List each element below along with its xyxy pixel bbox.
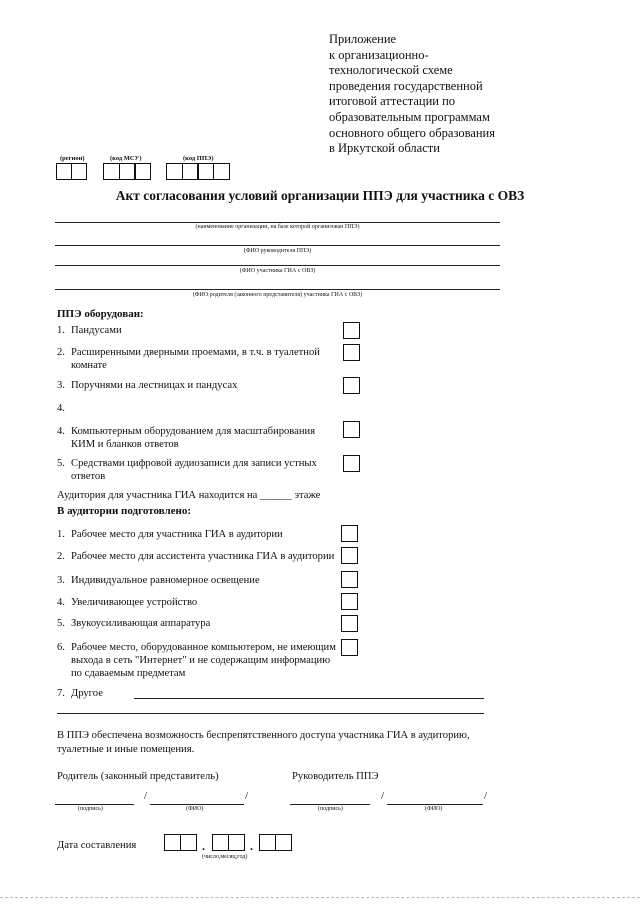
code-cell[interactable]: [166, 163, 183, 180]
item-number: 3.: [57, 575, 65, 586]
access-note: [57, 729, 470, 757]
parent-name-caption: (ФИО): [186, 806, 204, 812]
parent-signature-caption: (подпись): [78, 806, 103, 812]
head-name-line-sign[interactable]: [387, 804, 483, 805]
head-signature-caption: (подпись): [318, 806, 343, 812]
organization-caption: (наименование организации, на базе которой организован ППЭ): [195, 224, 360, 230]
parent-name-line[interactable]: [55, 289, 500, 290]
code-cell[interactable]: [103, 163, 120, 180]
date-day-field[interactable]: [164, 834, 195, 851]
date-separator: .: [202, 839, 205, 853]
date-month-field[interactable]: [212, 834, 243, 851]
checkbox-sound-amplifier[interactable]: [341, 615, 358, 632]
slash-separator: /: [245, 790, 249, 802]
item-number: 6.: [57, 642, 65, 653]
item-number: 4.: [57, 597, 65, 608]
participant-name-caption: (ФИО участника ГИА с ОВЗ): [239, 268, 316, 274]
checkbox-magnifier[interactable]: [341, 593, 358, 610]
floor-line: [57, 489, 320, 503]
parent-name-line[interactable]: [150, 804, 244, 805]
head-signature-label: Руководитель ППЭ: [292, 771, 379, 782]
prepared-item: [57, 550, 342, 564]
parent-signature-line[interactable]: [55, 804, 134, 805]
code-cell[interactable]: [134, 163, 151, 180]
other-line-2[interactable]: [57, 713, 484, 714]
date-cell[interactable]: [228, 834, 245, 851]
item-label: Компьютерным оборудованием для масштабирования: [71, 426, 316, 437]
item-label-cont: по сдаваемым предметам: [71, 668, 186, 679]
access-note-line: туалетные и иные помещения.: [57, 744, 195, 755]
appendix-line: Приложение: [329, 32, 397, 46]
scan-edge-divider: [0, 897, 640, 898]
parent-name-caption: (ФИО родителя (законного представителя) участника ГИА с ОВЗ): [192, 292, 363, 298]
item-label: Другое: [71, 688, 103, 699]
date-cell[interactable]: [259, 834, 276, 851]
item-number: 1.: [57, 529, 65, 540]
equipped-item: [57, 324, 342, 338]
item-number: 2.: [57, 551, 65, 562]
checkbox-assistant-workplace[interactable]: [341, 547, 358, 564]
date-cell[interactable]: [275, 834, 292, 851]
equipped-item: [57, 402, 342, 416]
prepared-item: [57, 641, 342, 681]
item-label: Рабочее место для ассистента участника ГИА в аудитории: [71, 551, 335, 562]
organization-line[interactable]: [55, 222, 500, 223]
item-number: 3.: [57, 380, 65, 391]
region-code-field[interactable]: [56, 163, 85, 180]
date-label: Дата составления: [57, 840, 137, 851]
other-line[interactable]: [134, 698, 484, 699]
item-number: 5.: [57, 458, 65, 469]
equipped-item: [57, 425, 342, 453]
date-cell[interactable]: [180, 834, 197, 851]
item-label-cont: комнате: [71, 360, 107, 371]
checkbox-offline-computer[interactable]: [341, 639, 358, 656]
item-label: Поручнями на лестницах и пандусах: [71, 380, 238, 391]
prepared-item: [57, 617, 342, 631]
appendix-line: образовательным программам: [329, 109, 490, 124]
access-note-line: В ППЭ обеспечена возможность беспрепятственного доступа участника ГИА в аудиторию,: [57, 730, 470, 741]
msu-code-label: (код МСУ): [110, 155, 142, 162]
equipped-item: [57, 457, 342, 485]
floor-prefix: Аудитория для участника ГИА находится на: [57, 490, 258, 501]
head-name-caption: (ФИО руководителя ППЭ): [243, 248, 312, 254]
item-label-cont: ответов: [71, 471, 106, 482]
item-label: Рабочее место для участника ГИА в аудитории: [71, 529, 283, 540]
item-label: Расширенными дверными проемами, в т.ч. в туалетной: [71, 347, 320, 358]
code-cell[interactable]: [71, 163, 87, 180]
head-name-line[interactable]: [55, 245, 500, 246]
appendix-line: технологической схеме: [329, 63, 453, 78]
item-label: Рабочее место, оборудованное компьютером, не имеющим: [71, 642, 336, 653]
item-label-cont: КИМ и бланков ответов: [71, 439, 179, 450]
msu-code-field[interactable]: [103, 163, 150, 180]
code-cell[interactable]: [182, 163, 199, 180]
parent-signature-label: Родитель (законный представитель): [57, 771, 219, 782]
equipped-heading: ППЭ оборудован:: [57, 308, 144, 320]
checkbox-wide-doors[interactable]: [343, 344, 360, 361]
item-number: 1.: [57, 325, 65, 336]
checkbox-ramps[interactable]: [343, 322, 360, 339]
prepared-item: [57, 528, 342, 542]
prepared-heading: В аудитории подготовлено:: [57, 505, 192, 517]
participant-name-line[interactable]: [55, 265, 500, 266]
code-cell[interactable]: [213, 163, 230, 180]
item-number: 4.: [57, 403, 65, 414]
slash-separator: /: [484, 790, 488, 802]
head-signature-line[interactable]: [290, 804, 370, 805]
ppe-code-field[interactable]: [166, 163, 229, 180]
item-label: Средствами цифровой аудиозаписи для записи устных: [71, 458, 317, 469]
ppe-code-label: (код ППЭ): [183, 155, 214, 162]
checkbox-lighting[interactable]: [341, 571, 358, 588]
floor-suffix: этаже: [294, 490, 321, 501]
appendix-note: [329, 32, 629, 157]
item-label-cont: выхода в сеть "Интернет" и не содержащим информацию: [71, 655, 331, 666]
appendix-line: основного общего образования: [329, 125, 495, 140]
document-title: Акт согласования условий организации ППЭ для участника с ОВЗ: [115, 188, 525, 203]
code-cell[interactable]: [119, 163, 136, 180]
item-number: 7.: [57, 688, 65, 699]
equipped-item: [57, 379, 342, 393]
item-label: Увеличивающее устройство: [71, 597, 198, 608]
appendix-line: итоговой аттестации по: [329, 94, 456, 109]
code-cell[interactable]: [197, 163, 214, 180]
appendix-line: проведения государственной: [329, 78, 483, 93]
item-number: 4.: [57, 426, 65, 437]
date-cell[interactable]: [164, 834, 181, 851]
prepared-item: [57, 596, 342, 610]
equipped-item: [57, 346, 342, 374]
date-year-field[interactable]: [259, 834, 290, 851]
item-label: Звукоусиливающая аппаратура: [71, 618, 211, 629]
appendix-line: к организационно-: [329, 47, 429, 62]
head-name-caption: (ФИО): [425, 806, 443, 812]
prepared-item: [57, 574, 342, 588]
checkbox-handrails[interactable]: [343, 377, 360, 394]
item-number: 2.: [57, 347, 65, 358]
checkbox-computer-scaling[interactable]: [343, 421, 360, 438]
floor-input[interactable]: ______: [260, 490, 292, 501]
slash-separator: /: [381, 790, 385, 802]
checkbox-audio-recording[interactable]: [343, 455, 360, 472]
slash-separator: /: [144, 790, 148, 802]
region-code-label: (регион): [60, 155, 85, 162]
item-label: Индивидуальное равномерное освещение: [71, 575, 260, 586]
prepared-item: [57, 687, 137, 701]
date-separator: .: [250, 839, 253, 853]
item-number: 5.: [57, 618, 65, 629]
date-caption: (число,месяц,год): [202, 854, 248, 860]
checkbox-participant-workplace[interactable]: [341, 525, 358, 542]
code-cell[interactable]: [56, 163, 72, 180]
item-label: Пандусами: [71, 325, 122, 336]
date-cell[interactable]: [212, 834, 229, 851]
appendix-line: в Иркутской области: [329, 141, 440, 156]
